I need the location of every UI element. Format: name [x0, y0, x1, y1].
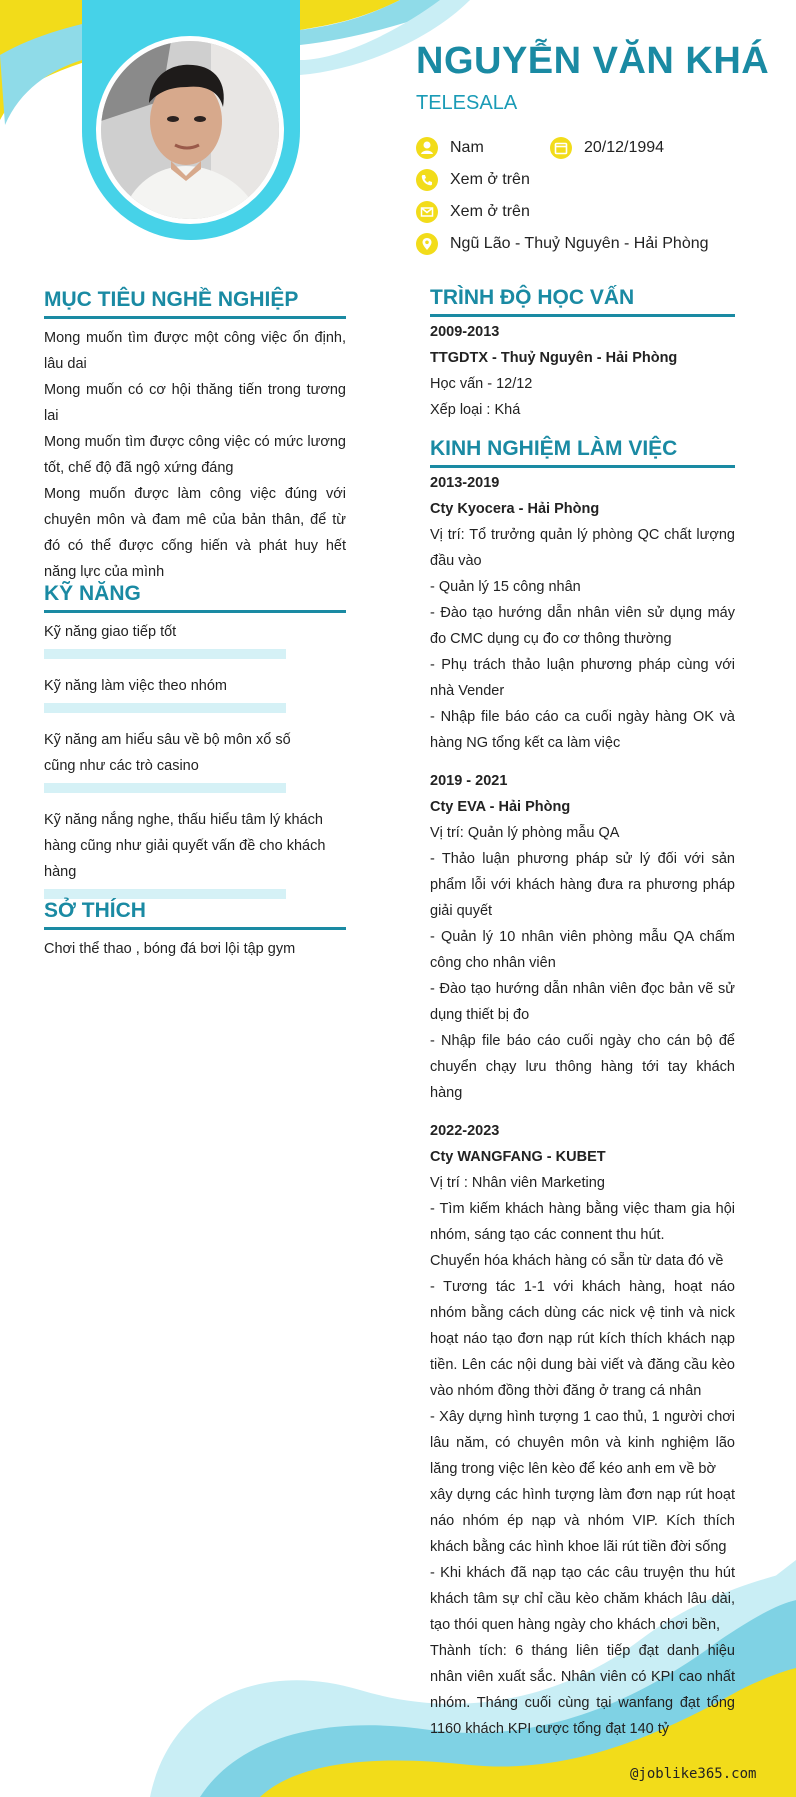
job-line: - Nhập file báo cáo cuối ngày cho cán bộ để chuyển chạy lưu thông hàng tới tay khách hàng [430, 1033, 735, 1101]
job-line: - Thảo luận phương pháp sử lý đối với sản phẩm lỗi với khách hàng đưa ra phương pháp giải quyết [430, 851, 735, 919]
education-section [430, 286, 735, 423]
objective-item: Mong muốn tìm được công việc có mức lương tốt, chế độ đã ngộ xứng đáng [44, 434, 346, 476]
objective-item: Mong muốn được làm công việc đúng với chuyên môn và đam mê của bản thân, để từ đó có thể được cống hiến và phát huy hết năng lực của mình [44, 486, 346, 580]
skill-bar [44, 783, 286, 793]
section-title: SỞ THÍCH [44, 899, 346, 930]
job-line: - Quản lý 10 nhân viên phòng mẫu QA chấm công cho nhân viên [430, 929, 735, 971]
hobbies-text: Chơi thể thao , bóng đá bơi lội tập gym [44, 941, 296, 957]
job-period: 2013-2019 [430, 475, 500, 491]
job-line: xây dựng các hình tượng làm đơn nạp rút hoạt náo nhóm ép nạp và nhóm VIP. Kích thích khách bằng các hình khoe lãi rút tiền đời sống [430, 1487, 735, 1555]
job-company: Cty Kyocera - Hải Phòng [430, 501, 600, 517]
user-icon [416, 137, 438, 159]
job-line: - Đào tạo hướng dẫn nhân viên sử dụng máy đo CMC dụng cụ đo cơ thông thường [430, 605, 735, 647]
job-entry [430, 1118, 735, 1742]
job-line: Chuyển hóa khách hàng có sẵn từ data đó về [430, 1253, 724, 1269]
job-line: - Tương tác 1-1 với khách hàng, hoạt náo nhóm bằng cách dùng các nick vệ tinh và nick hoạt náo tạo đơn nạp rút kích thích khách nạp tiền. Lên các nội dung bài viết và đăng cầu kèo vào nhóm đồng thời đăng ở trang cá nhân [430, 1279, 735, 1399]
skills-section [44, 582, 346, 913]
job-period: 2022-2023 [430, 1123, 500, 1139]
address-value: Ngũ Lão - Thuỷ Nguyên - Hải Phòng [450, 235, 709, 252]
career-objective-section [44, 288, 346, 585]
section-title: KINH NGHIỆM LÀM VIỆC [430, 437, 735, 468]
skill-item: Kỹ năng làm việc theo nhóm [44, 678, 227, 694]
skill-bar [44, 703, 286, 713]
birthday-info [550, 137, 664, 159]
job-line: - Phụ trách thảo luận phương pháp cùng với nhà Vender [430, 657, 735, 699]
section-title: MỤC TIÊU NGHỀ NGHIỆP [44, 288, 346, 319]
objective-item: Mong muốn tìm được một công việc ổn định, lâu dai [44, 330, 346, 372]
skill-bar [44, 889, 286, 899]
job-title: TELESALA [416, 92, 518, 114]
watermark: @joblike365.com [630, 1766, 757, 1782]
job-line: - Quản lý 15 công nhân [430, 579, 581, 595]
education-school: TTGDTX - Thuỷ Nguyên - Hải Phòng [430, 350, 678, 366]
candidate-name: NGUYỄN VĂN KHÁ [416, 40, 770, 82]
job-line: - Tìm kiếm khách hàng bằng việc tham gia hội nhóm, sáng tạo các connent thu hút. [430, 1201, 735, 1243]
job-line: - Nhập file báo cáo ca cuối ngày hàng OK và hàng NG tổng kết ca làm việc [430, 709, 735, 751]
email-info [416, 201, 530, 223]
job-line: Vị trí : Nhân viên Marketing [430, 1175, 605, 1191]
education-grade: Xếp loại : Khá [430, 402, 521, 418]
phone-icon [416, 169, 438, 191]
job-line: - Đào tạo hướng dẫn nhân viên đọc bản vẽ sử dụng thiết bị đo [430, 981, 735, 1023]
job-line: Vị trí: Quản lý phòng mẫu QA [430, 825, 620, 841]
location-icon [416, 233, 438, 255]
skill-bar [44, 649, 286, 659]
avatar [96, 36, 284, 224]
objective-item: Mong muốn có cơ hội thăng tiến trong tương lai [44, 382, 346, 424]
skill-item: Kỹ năng giao tiếp tốt [44, 624, 177, 640]
experience-section [430, 437, 735, 1742]
section-title: TRÌNH ĐỘ HỌC VẤN [430, 286, 735, 317]
phone-value: Xem ở trên [450, 171, 530, 188]
job-line: Thành tích: 6 tháng liên tiếp đạt danh hiệu nhân viên xuất sắc. Nhân viên có KPI cao nhất nhóm. Tháng cuối cùng tại wanfang đạt tổng 1160 khách KPI cược tổng đạt 140 tỷ [430, 1643, 735, 1737]
job-line: - Xây dựng hình tượng 1 cao thủ, 1 người chơi lâu năm, có chuyên môn và kinh nghiệm lão lăng trong việc lên kèo để kéo anh em về bờ [430, 1409, 735, 1477]
email-value: Xem ở trên [450, 203, 530, 220]
job-entry [430, 470, 735, 756]
portrait-image [101, 41, 279, 219]
job-entry [430, 768, 735, 1106]
gender-info [416, 137, 484, 159]
skill-item: Kỹ năng nắng nghe, thấu hiểu tâm lý khách hàng cũng như giải quyết vấn đề cho khách hàng [44, 812, 326, 880]
job-period: 2019 - 2021 [430, 773, 508, 789]
gender-value: Nam [450, 139, 484, 156]
education-level: Học vấn - 12/12 [430, 376, 533, 392]
birthday-value: 20/12/1994 [584, 139, 665, 156]
calendar-icon [550, 137, 572, 159]
phone-info [416, 169, 530, 191]
job-company: Cty EVA - Hải Phòng [430, 799, 571, 815]
job-line: - Khi khách đã nạp tạo các câu truyện thu hút khách tâm sự chỉ cầu kèo chăm khách lâu dài, tạo thói quen hàng ngày cho khách chơi bền, [430, 1565, 735, 1633]
job-line: Vị trí: Tổ trưởng quản lý phòng QC chất lượng đầu vào [430, 527, 735, 569]
skill-item: Kỹ năng am hiểu sâu về bộ môn xổ số cũng như các trò casino [44, 732, 291, 774]
education-period: 2009-2013 [430, 324, 500, 340]
job-company: Cty WANGFANG - KUBET [430, 1149, 606, 1165]
section-title: KỸ NĂNG [44, 582, 346, 613]
address-info [416, 233, 709, 255]
mail-icon [416, 201, 438, 223]
hobbies-section [44, 899, 346, 962]
